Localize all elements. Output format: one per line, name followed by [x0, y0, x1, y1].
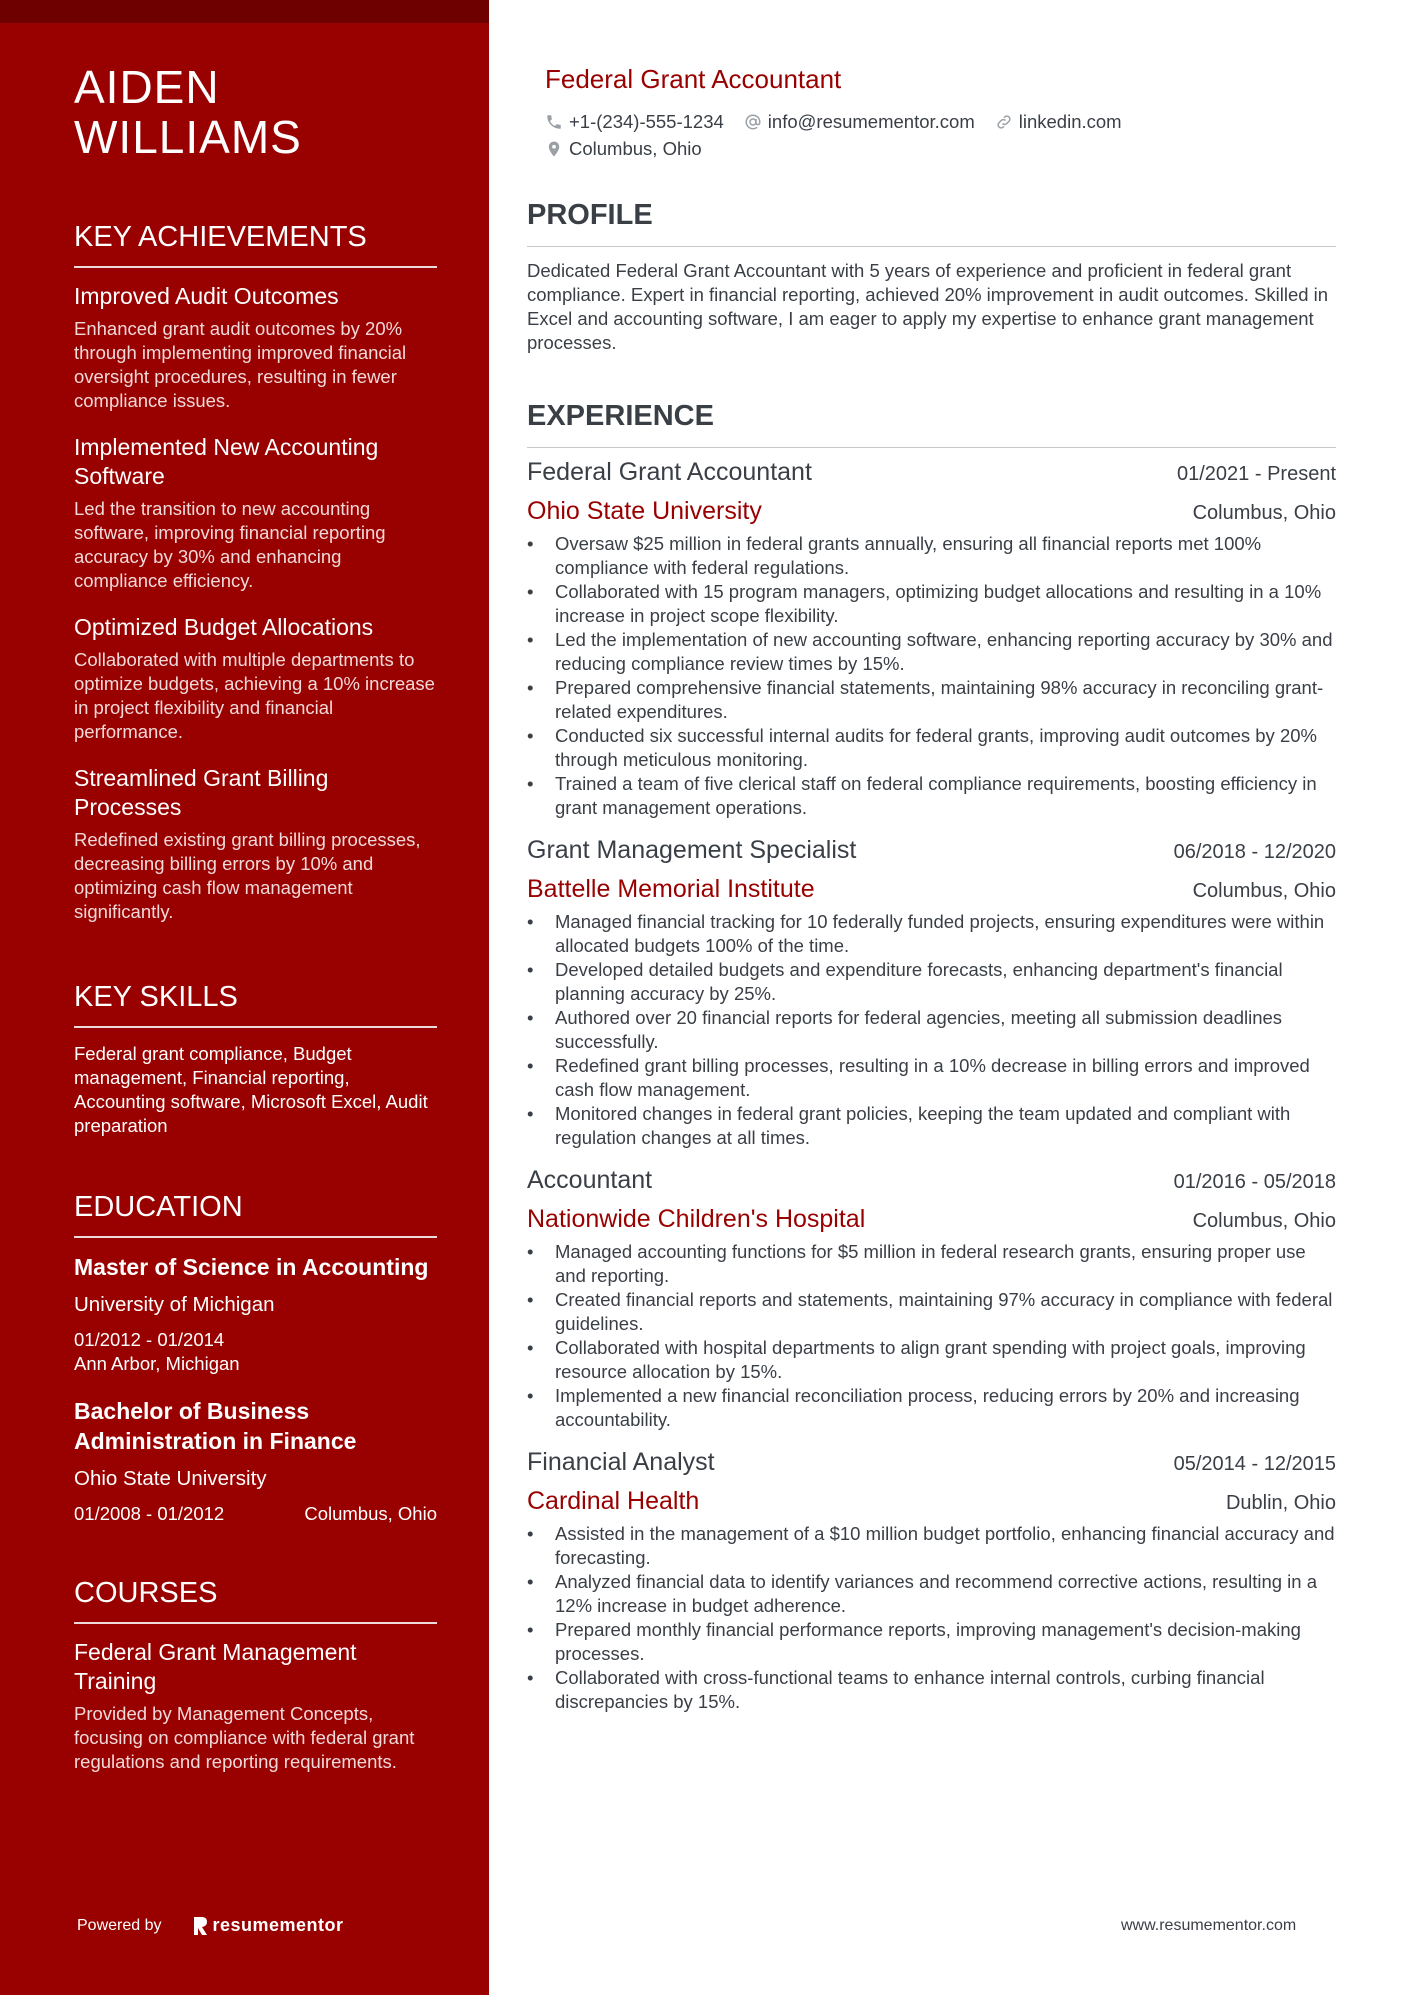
- job-header: [527, 456, 1336, 490]
- job-company: Ohio State University: [527, 497, 762, 525]
- achievement-title: Improved Audit Outcomes: [74, 283, 339, 309]
- job-entry: [527, 834, 1336, 1150]
- achievement-item: [74, 433, 437, 593]
- job-company: Cardinal Health: [527, 1487, 700, 1515]
- contact-row: [545, 135, 1336, 162]
- resumementor-logo-icon: [192, 1916, 208, 1936]
- phone-icon: [545, 113, 563, 131]
- achievement-desc: Collaborated with multiple departments to optimize budgets, achieving a 10% increase in project flexibility and financial performance.: [74, 649, 435, 742]
- contact-row: [545, 108, 1336, 135]
- achievement-title: Streamlined Grant Billing Processes: [74, 765, 329, 820]
- job-role: Accountant: [527, 1166, 653, 1194]
- achievement-title: Optimized Budget Allocations: [74, 614, 374, 640]
- edu-dates: 01/2012 - 01/2014: [74, 1329, 225, 1350]
- job-bullet: • Collaborated with cross-functional teams to enhance internal controls, curbing financial discrepancies by 15%.: [527, 1666, 1336, 1714]
- profile-heading: PROFILE: [527, 198, 1336, 247]
- contact-info: [545, 108, 1336, 162]
- achievement-title: Implemented New Accounting Software: [74, 434, 379, 489]
- main-content: [527, 62, 1336, 1714]
- sidebar-content: [74, 62, 437, 1774]
- edu-degree: Master of Science in Accounting: [74, 1254, 429, 1280]
- job-bullets: [527, 1240, 1336, 1432]
- job-role: Grant Management Specialist: [527, 836, 857, 864]
- achievement-item: [74, 282, 437, 413]
- job-bullet: • Prepared comprehensive financial statements, maintaining 98% accuracy in reconciling grant-related expenditures.: [527, 676, 1336, 724]
- job-header: [527, 1164, 1336, 1198]
- profile-text: Dedicated Federal Grant Accountant with 5 years of experience and proficient in federal grant compliance. Expert in financial reporting, achieved 20% improvement in audit outcomes. Skilled in Excel and accounting software, I am eager to apply my expertise to enhance grant management processes.: [527, 260, 1329, 353]
- job-bullet: • Analyzed financial data to identify variances and recommend corrective actions, resulting in a 12% increase in budget adherence.: [527, 1570, 1336, 1618]
- achievement-desc: Led the transition to new accounting software, improving financial reporting accuracy by 30% and enhancing compliance efficiency.: [74, 498, 386, 591]
- experience-section: [527, 399, 1336, 1714]
- job-bullet: • Assisted in the management of a $10 million budget portfolio, enhancing financial accuracy and forecasting.: [527, 1522, 1336, 1570]
- job-header: [527, 1446, 1336, 1480]
- achievements-heading: KEY ACHIEVEMENTS: [74, 220, 437, 268]
- achievement-item: [74, 764, 437, 924]
- edu-degree: Bachelor of Business Administration in Finance: [74, 1398, 357, 1454]
- job-location: Dublin, Ohio: [1225, 1492, 1336, 1514]
- sidebar-top-band: [0, 0, 489, 23]
- job-company: Nationwide Children's Hospital: [527, 1205, 866, 1233]
- powered-by: [77, 1915, 344, 1936]
- courses-section: [74, 1576, 437, 1774]
- courses-heading: COURSES: [74, 1576, 437, 1624]
- skills-heading: KEY SKILLS: [74, 980, 437, 1028]
- job-bullet: • Redefined grant billing processes, resulting in a 10% decrease in billing errors and improved cash flow management.: [527, 1054, 1336, 1102]
- job-entry: [527, 1164, 1336, 1432]
- name-last: WILLIAMS: [74, 111, 302, 163]
- candidate-name: [74, 62, 437, 162]
- at-icon: [744, 113, 762, 131]
- edu-school: University of Michigan: [74, 1293, 275, 1316]
- job-bullets: [527, 910, 1336, 1150]
- edu-location: Columbus, Ohio: [304, 1503, 437, 1524]
- job-bullet: • Managed financial tracking for 10 federally funded projects, ensuring expenditures were within allocated budgets 100% of the time.: [527, 910, 1336, 958]
- linkedin-text: linkedin.com: [1018, 111, 1122, 132]
- job-role: Financial Analyst: [527, 1448, 715, 1476]
- job-bullet: • Monitored changes in federal grant policies, keeping the team updated and compliant with regulation changes at all times.: [527, 1102, 1336, 1150]
- education-item: [74, 1252, 437, 1376]
- job-dates: 01/2021 - Present: [1177, 463, 1336, 485]
- achievement-desc: Redefined existing grant billing processes, decreasing billing errors by 10% and optimizing cash flow management significantly.: [74, 829, 421, 922]
- job-subheader: [527, 496, 1336, 528]
- email-contact[interactable]: [744, 108, 975, 135]
- job-bullet: • Collaborated with 15 program managers, optimizing budget allocations and resulting in a 10% increase in project scope flexibility.: [527, 580, 1336, 628]
- job-company: Battelle Memorial Institute: [527, 875, 815, 903]
- powered-by-label: Powered by: [77, 1916, 162, 1934]
- job-subheader: [527, 1486, 1336, 1518]
- job-bullet: • Collaborated with hospital departments to align grant spending with project goals, improving resource allocation by 15%.: [527, 1336, 1336, 1384]
- job-subheader: [527, 1204, 1336, 1236]
- job-bullets: [527, 532, 1336, 820]
- job-dates: 05/2014 - 12/2015: [1173, 1453, 1336, 1475]
- sidebar: [0, 0, 489, 1995]
- footer-website-link[interactable]: www.resumementor.com: [1121, 1917, 1297, 1934]
- education-heading: EDUCATION: [74, 1190, 437, 1238]
- achievement-item: [74, 613, 437, 744]
- job-bullet: • Developed detailed budgets and expenditure forecasts, enhancing department's financial planning accuracy by 25%.: [527, 958, 1336, 1006]
- achievement-desc: Enhanced grant audit outcomes by 20% through implementing improved financial oversight procedures, resulting in fewer compliance issues.: [74, 318, 407, 411]
- job-header: [527, 834, 1336, 868]
- job-bullet: • Oversaw $25 million in federal grants annually, ensuring all financial reports met 100% compliance with federal regulations.: [527, 532, 1336, 580]
- job-entry: [527, 1446, 1336, 1714]
- skills-text: Federal grant compliance, Budget management, Financial reporting, Accounting software, Microsoft Excel, Audit preparation: [74, 1043, 428, 1136]
- job-subheader: [527, 874, 1336, 906]
- skills-section: [74, 980, 437, 1138]
- location-text: Columbus, Ohio: [569, 138, 702, 159]
- course-title: Federal Grant Management Training: [74, 1639, 357, 1694]
- brand-name: resumementor: [212, 1915, 344, 1935]
- job-dates: 01/2016 - 05/2018: [1173, 1171, 1336, 1193]
- job-dates: 06/2018 - 12/2020: [1173, 841, 1336, 863]
- job-bullet: • Conducted six successful internal audits for federal grants, improving audit outcomes by 20% through meticulous monitoring.: [527, 724, 1336, 772]
- job-entry: [527, 456, 1336, 820]
- education-item: [74, 1396, 437, 1526]
- email-text: info@resumementor.com: [767, 111, 975, 132]
- experience-heading: EXPERIENCE: [527, 399, 1336, 448]
- job-bullet: • Implemented a new financial reconciliation process, reducing errors by 20% and increasing accountability.: [527, 1384, 1336, 1432]
- education-section: [74, 1190, 437, 1526]
- course-desc: Provided by Management Concepts, focusing on compliance with federal grant regulations and reporting requirements.: [74, 1703, 415, 1772]
- edu-location: Ann Arbor, Michigan: [74, 1353, 240, 1374]
- job-bullet: • Created financial reports and statements, maintaining 97% accuracy in compliance with federal guidelines.: [527, 1288, 1336, 1336]
- job-bullet: • Authored over 20 financial reports for federal agencies, meeting all submission deadlines successfully.: [527, 1006, 1336, 1054]
- job-role: Federal Grant Accountant: [527, 458, 812, 486]
- link-icon: [995, 113, 1013, 131]
- profile-section: [527, 198, 1336, 355]
- edu-dates: 01/2008 - 01/2012: [74, 1503, 225, 1524]
- edu-school: Ohio State University: [74, 1467, 267, 1490]
- edu-date-location-row: [74, 1502, 437, 1526]
- job-location: Columbus, Ohio: [1192, 880, 1336, 902]
- job-location: Columbus, Ohio: [1192, 502, 1336, 524]
- achievements-section: [74, 220, 437, 924]
- name-first: AIDEN: [74, 61, 220, 113]
- job-bullet: • Led the implementation of new accounting software, enhancing reporting accuracy by 30% and reducing compliance review times by 15%.: [527, 628, 1336, 676]
- phone-text: +1-(234)-555-1234: [569, 111, 724, 132]
- job-location: Columbus, Ohio: [1192, 1210, 1336, 1232]
- job-bullet: • Managed accounting functions for $5 million in federal research grants, ensuring proper use and reporting.: [527, 1240, 1336, 1288]
- location-pin-icon: [545, 140, 563, 158]
- target-job-title: Federal Grant Accountant: [545, 64, 842, 94]
- phone-contact[interactable]: [545, 108, 724, 135]
- linkedin-contact[interactable]: [995, 108, 1122, 135]
- job-bullet: • Trained a team of five clerical staff on federal compliance requirements, boosting efficiency in grant management operations.: [527, 772, 1336, 820]
- job-bullet: • Prepared monthly financial performance reports, improving management's decision-making processes.: [527, 1618, 1336, 1666]
- job-bullets: [527, 1522, 1336, 1714]
- course-item: [74, 1638, 437, 1774]
- location-contact: [545, 135, 702, 162]
